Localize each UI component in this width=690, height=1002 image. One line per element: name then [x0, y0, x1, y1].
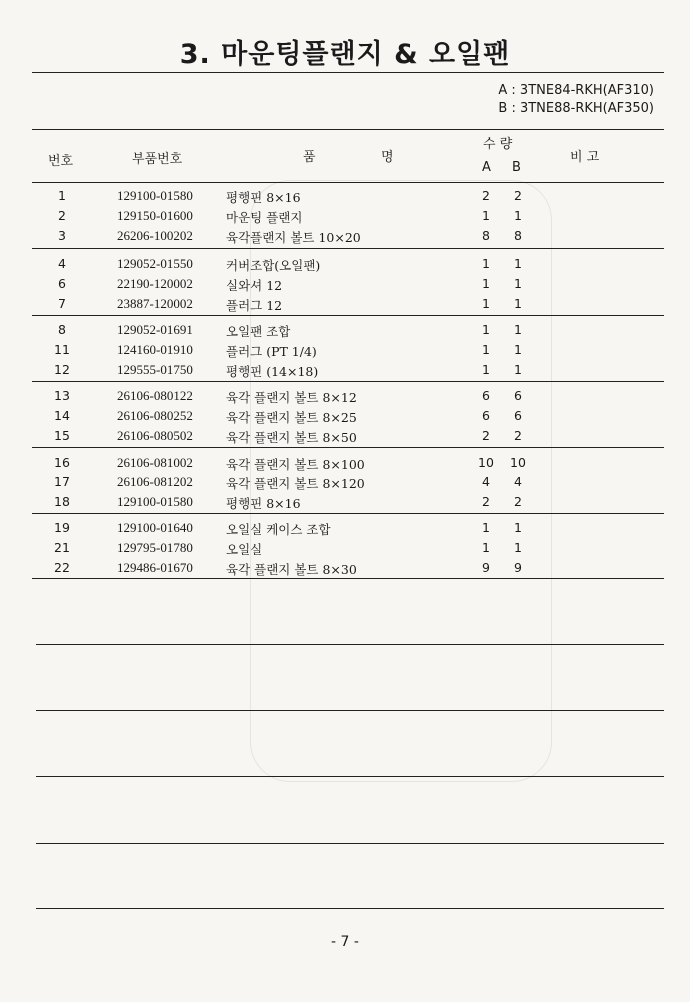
- part-number: 129100-01640: [117, 520, 193, 535]
- part-name: 오일팬 조합: [226, 324, 291, 339]
- qty-a: 1: [482, 256, 490, 271]
- table-row: [0, 342, 690, 362]
- item-no: 16: [54, 455, 70, 470]
- part-name: 육각 플랜지 볼트 8×25: [226, 410, 357, 425]
- part-name: 플러그 12: [226, 298, 283, 313]
- qty-b: 2: [514, 188, 522, 203]
- page-title: 3. 마운팅플랜지 & 오일팬: [179, 39, 511, 70]
- qty-b: 1: [514, 342, 522, 357]
- part-name: 평행핀 8×16: [226, 496, 301, 511]
- part-number: 23887-120002: [117, 296, 193, 311]
- group-divider: [32, 447, 664, 448]
- qty-a: 9: [482, 560, 490, 575]
- qty-a: 4: [482, 474, 490, 489]
- part-number: 26106-080122: [117, 388, 193, 403]
- part-number: 129795-01780: [117, 540, 193, 555]
- part-number: 26106-080502: [117, 428, 193, 443]
- qty-b: 2: [514, 494, 522, 509]
- part-number: 22190-120002: [117, 276, 193, 291]
- header-no: 번호: [48, 154, 74, 169]
- qty-b: 1: [514, 296, 522, 311]
- table-row: [0, 494, 690, 514]
- item-no: 21: [54, 540, 70, 555]
- table-row: [0, 388, 690, 408]
- qty-a: 1: [482, 362, 490, 377]
- group-divider: [32, 315, 664, 316]
- item-no: 12: [54, 362, 70, 377]
- part-number: 129555-01750: [117, 362, 193, 377]
- qty-b: 1: [514, 256, 522, 271]
- qty-b: 1: [514, 276, 522, 291]
- header-qty: 수 량: [483, 137, 513, 152]
- qty-b: 2: [514, 428, 522, 443]
- part-name: 육각 플랜지 볼트 8×50: [226, 430, 357, 445]
- table-row: [0, 362, 690, 382]
- item-no: 15: [54, 428, 70, 443]
- table-row: [0, 520, 690, 540]
- item-no: 8: [58, 322, 66, 337]
- table-row: [0, 428, 690, 448]
- qty-a: 1: [482, 322, 490, 337]
- header-name-2: 명: [381, 150, 394, 165]
- blank-rule: [36, 776, 664, 777]
- table-row: [0, 256, 690, 276]
- blank-rule: [36, 644, 664, 645]
- part-name: 육각플랜지 볼트 10×20: [226, 230, 361, 245]
- group-divider: [32, 578, 664, 579]
- model-b-label: B : 3TNE88-RKH(AF350): [498, 101, 654, 116]
- part-number: 129100-01580: [117, 494, 193, 509]
- qty-a: 2: [482, 494, 490, 509]
- qty-a: 1: [482, 520, 490, 535]
- table-row: [0, 188, 690, 208]
- group-divider: [32, 248, 664, 249]
- header-qty-b: B: [512, 160, 521, 175]
- header-qty-a: A: [482, 160, 491, 175]
- qty-b: 6: [514, 388, 522, 403]
- part-name: 실와셔 12: [226, 278, 283, 293]
- table-row: [0, 474, 690, 494]
- qty-a: 2: [482, 428, 490, 443]
- qty-a: 8: [482, 228, 490, 243]
- item-no: 22: [54, 560, 70, 575]
- qty-a: 6: [482, 388, 490, 403]
- qty-b: 6: [514, 408, 522, 423]
- table-row: [0, 408, 690, 428]
- qty-a: 2: [482, 188, 490, 203]
- group-divider: [32, 381, 664, 382]
- model-a-label: A : 3TNE84-RKH(AF310): [498, 83, 654, 98]
- part-number: 129150-01600: [117, 208, 193, 223]
- title-rule: [32, 72, 664, 73]
- part-name: 평행핀 8×16: [226, 190, 301, 205]
- qty-b: 9: [514, 560, 522, 575]
- part-number: 26106-081002: [117, 455, 193, 470]
- item-no: 14: [54, 408, 70, 423]
- page-number: - 7 -: [331, 934, 359, 950]
- item-no: 1: [58, 188, 66, 203]
- part-number: 26206-100202: [117, 228, 193, 243]
- table-row: [0, 322, 690, 342]
- qty-b: 10: [510, 455, 526, 470]
- table-row: [0, 296, 690, 316]
- table-row: [0, 455, 690, 475]
- header-part-no: 부품번호: [132, 152, 183, 167]
- item-no: 2: [58, 208, 66, 223]
- part-name: 마운팅 플랜지: [226, 210, 303, 225]
- qty-a: 1: [482, 540, 490, 555]
- qty-a: 1: [482, 296, 490, 311]
- part-number: 26106-081202: [117, 474, 193, 489]
- part-number: 129486-01670: [117, 560, 193, 575]
- blank-rule: [36, 710, 664, 711]
- qty-a: 1: [482, 342, 490, 357]
- header-remarks: 비 고: [570, 150, 600, 165]
- header-bottom-rule: [32, 182, 664, 183]
- qty-b: 8: [514, 228, 522, 243]
- item-no: 11: [54, 342, 70, 357]
- qty-b: 1: [514, 540, 522, 555]
- part-name: 육각 플랜지 볼트 8×12: [226, 390, 357, 405]
- table-row: [0, 276, 690, 296]
- item-no: 7: [58, 296, 66, 311]
- header-name-1: 품: [303, 150, 316, 165]
- qty-b: 1: [514, 322, 522, 337]
- model-legend: [498, 82, 654, 118]
- part-name: 육각 플랜지 볼트 8×30: [226, 562, 357, 577]
- qty-a: 6: [482, 408, 490, 423]
- qty-b: 1: [514, 208, 522, 223]
- part-number: 124160-01910: [117, 342, 193, 357]
- part-number: 129100-01580: [117, 188, 193, 203]
- part-name: 평행핀 (14×18): [226, 364, 319, 379]
- group-divider: [32, 513, 664, 514]
- qty-a: 1: [482, 208, 490, 223]
- item-no: 13: [54, 388, 70, 403]
- item-no: 3: [58, 228, 66, 243]
- qty-a: 10: [478, 455, 494, 470]
- header-top-rule: [32, 129, 664, 130]
- item-no: 18: [54, 494, 70, 509]
- part-name: 커버조합(오일팬): [226, 258, 321, 273]
- table-row: [0, 560, 690, 580]
- qty-b: 1: [514, 520, 522, 535]
- table-row: [0, 540, 690, 560]
- qty-a: 1: [482, 276, 490, 291]
- part-name: 육각 플랜지 볼트 8×100: [226, 457, 365, 472]
- item-no: 19: [54, 520, 70, 535]
- part-name: 오일실: [226, 542, 263, 557]
- part-name: 육각 플랜지 볼트 8×120: [226, 476, 365, 491]
- blank-rule: [36, 843, 664, 844]
- part-number: 129052-01550: [117, 256, 193, 271]
- item-no: 4: [58, 256, 66, 271]
- part-name: 오일실 케이스 조합: [226, 522, 331, 537]
- table-row: [0, 208, 690, 228]
- part-number: 129052-01691: [117, 322, 193, 337]
- part-number: 26106-080252: [117, 408, 193, 423]
- part-name: 플러그 (PT 1/4): [226, 344, 317, 359]
- qty-b: 1: [514, 362, 522, 377]
- table-row: [0, 228, 690, 248]
- qty-b: 4: [514, 474, 522, 489]
- item-no: 6: [58, 276, 66, 291]
- item-no: 17: [54, 474, 70, 489]
- table-bottom-rule: [36, 908, 664, 909]
